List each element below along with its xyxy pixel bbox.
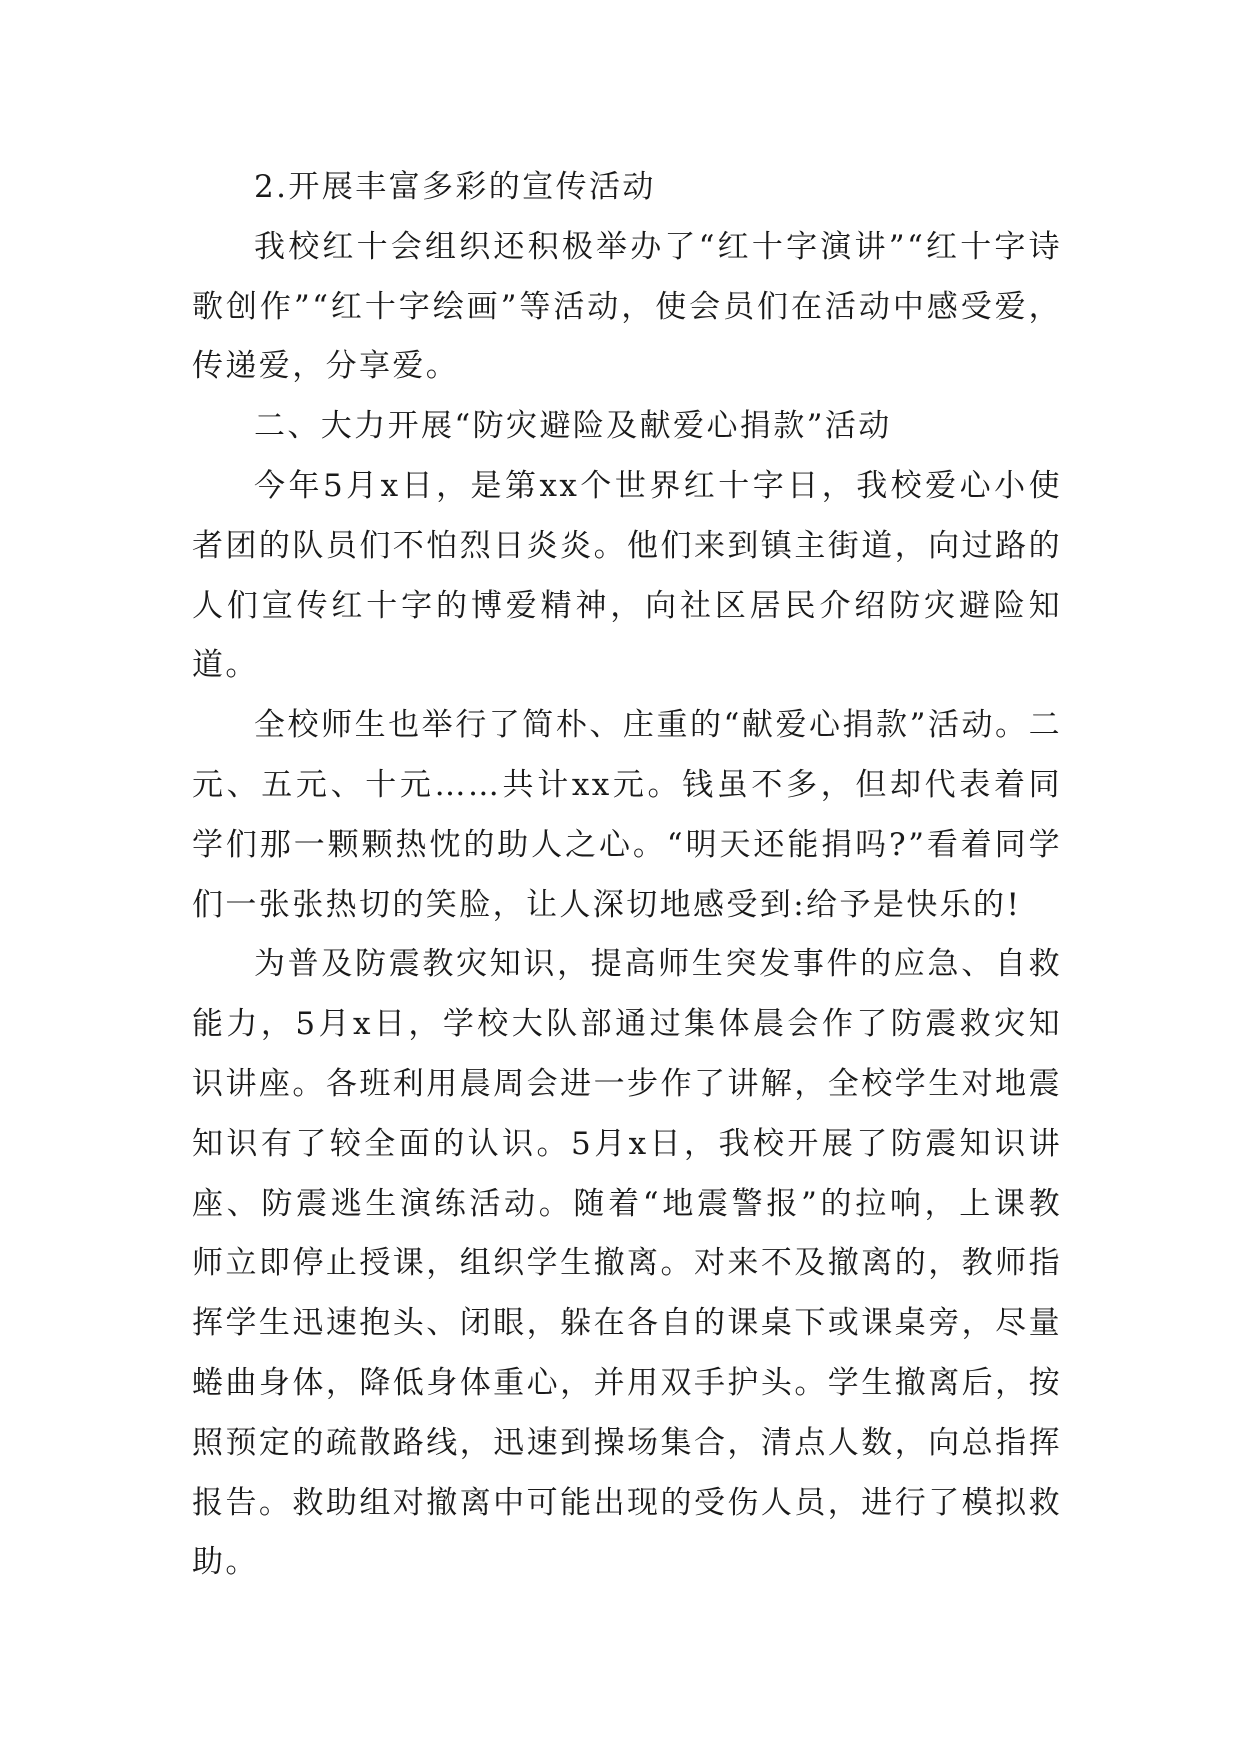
body-paragraph: 全校师生也举行了简朴、庄重的“献爱心捐款”活动。二元、五元、十元……共计xx元。钱虽不多，但却代表着同学们那一颗颗热忱的助人之心。“明天还能捐吗?”看着同学们一张张热切的笑脸，让人深切地感受到:给予是快乐的!	[192, 707, 1062, 923]
section-heading: 2.开展丰富多彩的宣传活动	[254, 169, 656, 205]
body-paragraph: 我校红十会组织还积极举办了“红十字演讲”“红十字诗歌创作”“红十字绘画”等活动，使会员们在活动中感受爱，传递爱，分享爱。	[192, 228, 1062, 385]
section-heading: 二、大力开展“防灾避险及献爱心捐款”活动	[254, 408, 892, 445]
document-body	[192, 158, 1062, 1593]
body-paragraph: 为普及防震教灾知识，提高师生突发事件的应急、自救能力，5月x日，学校大队部通过集体晨会作了防震救灾知识讲座。各班利用晨周会进一步作了讲解，全校学生对地震知识有了较全面的认识。5月x日，我校开展了防震知识讲座、防震逃生演练活动。随着“地震警报”的拉响，上课教师立即停止授课，组织学生撤离。对来不及撤离的，教师指挥学生迅速抱头、闭眼，躲在各自的课桌下或课桌旁，尽量蜷曲身体，降低身体重心，并用双手护头。学生撤离后，按照预定的疏散路线，迅速到操场集合，清点人数，向总指挥报告。救助组对撤离中可能出现的受伤人员，进行了模拟救助。	[192, 946, 1062, 1581]
body-paragraph: 今年5月x日，是第xx个世界红十字日，我校爱心小使者团的队员们不怕烈日炎炎。他们来到镇主街道，向过路的人们宣传红十字的博爱精神，向社区居民介绍防灾避险知道。	[192, 467, 1062, 684]
